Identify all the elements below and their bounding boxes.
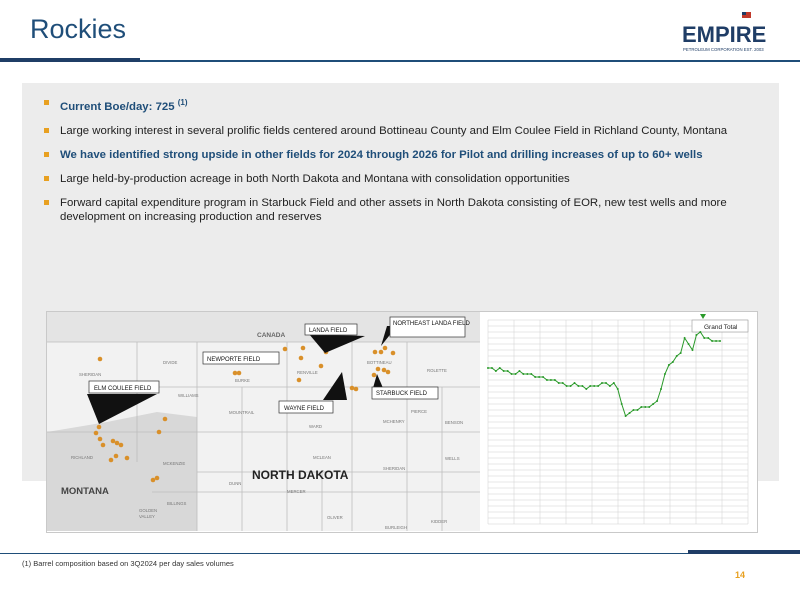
- data-point: [570, 385, 572, 387]
- data-point: [656, 400, 658, 402]
- label-elm-coulee: ELM COULEE FIELD: [94, 386, 152, 392]
- svg-text:RICHLAND: RICHLAND: [71, 455, 93, 460]
- label-newporte: NEWPORTE FIELD: [207, 357, 261, 363]
- page-title: Rockies: [30, 14, 127, 44]
- data-point: [715, 340, 717, 342]
- data-point: [558, 382, 560, 384]
- data-point: [664, 373, 666, 375]
- data-point: [593, 385, 595, 387]
- svg-text:BENSON: BENSON: [445, 420, 464, 425]
- svg-text:MCHENRY: MCHENRY: [383, 419, 405, 424]
- data-point: [526, 373, 528, 375]
- montana-label: MONTANA: [61, 486, 109, 497]
- footnote: (1) Barrel composition based on 3Q2024 per day sales volumes: [22, 559, 234, 568]
- svg-text:WILLIAMS: WILLIAMS: [178, 393, 199, 398]
- montana-region: [47, 412, 197, 531]
- canada-label: CANADA: [257, 332, 286, 339]
- legend-label: Grand Total: [704, 324, 738, 331]
- logo-wordmark: EMPIRE: [682, 22, 767, 47]
- data-point: [625, 415, 627, 417]
- data-point: [597, 385, 599, 387]
- header-divider-accent: [0, 58, 140, 62]
- footer-divider-accent: [688, 550, 800, 554]
- data-point: [542, 376, 544, 378]
- data-point: [507, 370, 509, 372]
- data-point: [566, 385, 568, 387]
- data-point: [660, 388, 662, 390]
- data-point: [688, 343, 690, 345]
- svg-text:BURLEIGH: BURLEIGH: [385, 525, 407, 530]
- data-point: [632, 409, 634, 411]
- bullet-marker-icon: [44, 152, 49, 157]
- company-logo: [680, 8, 780, 58]
- data-point: [601, 382, 603, 384]
- data-point: [581, 385, 583, 387]
- bullet-working-interest: Large working interest in several prolific fields centered around Bottineau County and Elm Coulee Field in Richland County, Montana: [42, 124, 742, 138]
- data-point: [613, 382, 615, 384]
- data-point: [695, 334, 697, 336]
- data-point: [515, 373, 517, 375]
- data-point: [636, 409, 638, 411]
- data-point: [652, 403, 654, 405]
- data-point: [562, 382, 564, 384]
- bullet-marker-icon: [44, 128, 49, 133]
- data-point: [621, 403, 623, 405]
- data-point: [684, 337, 686, 339]
- data-point: [491, 367, 493, 369]
- data-point: [585, 388, 587, 390]
- data-point: [499, 367, 501, 369]
- svg-text:RENVILLE: RENVILLE: [297, 370, 318, 375]
- svg-text:BURKE: BURKE: [235, 378, 250, 383]
- bullet-marker-icon: [44, 176, 49, 181]
- data-point: [672, 361, 674, 363]
- data-point: [554, 379, 556, 381]
- data-point: [518, 370, 520, 372]
- data-point: [644, 406, 646, 408]
- data-point: [487, 367, 489, 369]
- data-point: [522, 373, 524, 375]
- data-point: [691, 349, 693, 351]
- svg-text:MCKENZIE: MCKENZIE: [163, 461, 186, 466]
- svg-text:VALLEY: VALLEY: [139, 514, 155, 519]
- data-point: [707, 337, 709, 339]
- data-point: [495, 370, 497, 372]
- bullet-marker-icon: [44, 200, 49, 205]
- data-point: [719, 340, 721, 342]
- svg-text:SHERIDAN: SHERIDAN: [79, 372, 102, 377]
- field-map: [47, 312, 480, 531]
- bullet-list: [42, 96, 742, 234]
- data-point: [503, 370, 505, 372]
- data-point: [680, 352, 682, 354]
- data-point: [546, 379, 548, 381]
- label-wayne: WAYNE FIELD: [284, 406, 325, 412]
- bullet-current-boe: Current Boe/day: 725 $^{(1)}$: [42, 96, 742, 114]
- label-landa: LANDA FIELD: [309, 328, 348, 334]
- logo-tagline: PETROLEUM CORPORATION EST. 2003: [683, 47, 764, 52]
- data-point: [609, 385, 611, 387]
- svg-text:KIDDER: KIDDER: [431, 519, 448, 524]
- data-point: [605, 382, 607, 384]
- production-chart: [482, 312, 756, 531]
- data-point: [676, 355, 678, 357]
- svg-text:DUNN: DUNN: [229, 481, 242, 486]
- svg-text:MCLEAN: MCLEAN: [313, 455, 331, 460]
- data-point: [617, 388, 619, 390]
- svg-text:WELLS: WELLS: [445, 456, 460, 461]
- data-point: [574, 382, 576, 384]
- bullet-acreage: Large held-by-production acreage in both North Dakota and Montana with consolidation opportunities: [42, 172, 742, 186]
- bullet-upside: We have identified strong upside in other fields for 2024 through 2026 for Pilot and drilling increases of up to 60+ wells: [42, 148, 742, 162]
- data-point: [511, 373, 513, 375]
- data-point: [703, 337, 705, 339]
- data-point: [640, 406, 642, 408]
- label-northeast-landa: NORTHEAST LANDA FIELD: [393, 321, 470, 327]
- data-point: [577, 385, 579, 387]
- svg-text:ROLETTE: ROLETTE: [427, 368, 447, 373]
- data-point: [530, 373, 532, 375]
- data-point: [629, 412, 631, 414]
- map-and-chart-figure: [46, 311, 758, 533]
- north-dakota-label: NORTH DAKOTA: [252, 468, 349, 482]
- data-point: [550, 379, 552, 381]
- data-point: [538, 376, 540, 378]
- data-point: [648, 406, 650, 408]
- svg-text:MERCER: MERCER: [287, 489, 306, 494]
- data-point: [534, 376, 536, 378]
- bullet-marker-icon: [44, 100, 49, 105]
- label-starbuck: STARBUCK FIELD: [376, 391, 427, 397]
- page-number: 14: [735, 570, 746, 580]
- svg-text:GOLDEN: GOLDEN: [139, 508, 158, 513]
- data-point: [711, 340, 713, 342]
- svg-text:BOTTINEAU: BOTTINEAU: [367, 360, 392, 365]
- data-point: [589, 385, 591, 387]
- svg-text:WARD: WARD: [309, 424, 322, 429]
- svg-text:PIERCE: PIERCE: [411, 409, 427, 414]
- bullet-capex: Forward capital expenditure program in Starbuck Field and other assets in North Dakota consisting of EOR, new test wells and more development on increasing production and reserves: [42, 196, 742, 224]
- svg-text:DIVIDE: DIVIDE: [163, 360, 178, 365]
- svg-text:BILLINGS: BILLINGS: [167, 501, 187, 506]
- footer-divider: [0, 553, 800, 554]
- data-point: [699, 331, 701, 333]
- data-point: [668, 364, 670, 366]
- svg-text:MOUNTRAIL: MOUNTRAIL: [229, 410, 255, 415]
- svg-text:SHERIDAN: SHERIDAN: [383, 466, 406, 471]
- svg-text:OLIVER: OLIVER: [327, 515, 343, 520]
